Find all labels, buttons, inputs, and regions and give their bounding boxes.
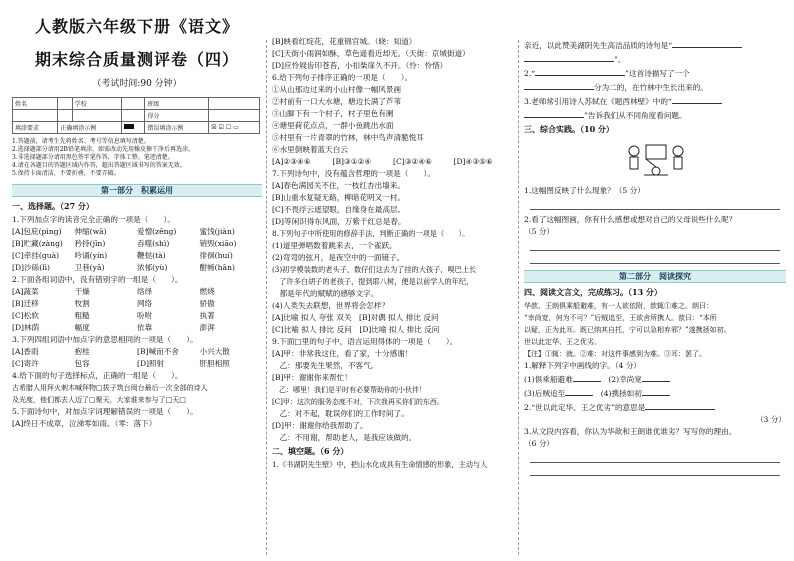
section-title: 三、综合实践。（10 分） bbox=[524, 124, 614, 134]
dialog-line: 乙：那要先生果然，不客气。 bbox=[272, 361, 379, 370]
option-row: [A]蔬菜 干燥 络绎 燃烧 bbox=[12, 287, 215, 296]
fill-blank-line: ”。 bbox=[524, 52, 786, 66]
question-score: （5 分） bbox=[524, 227, 555, 236]
option-b: [B]映看红绽花，花重锦官城。（晓：知道） bbox=[272, 37, 417, 46]
class-label: 班级 bbox=[145, 98, 209, 110]
dialog-line: 乙：哪里！我们是平时有必要帮助你的小伙伴！ bbox=[272, 386, 426, 394]
dialog-line: [B]甲：谢谢你来帮忙！ bbox=[272, 373, 352, 382]
column-middle bbox=[272, 0, 514, 561]
exam-rules: 1.答题前，请考生先将姓名、考号等信息填写清楚。 2.选择题部分请用2B铅笔填涂，如需改动先用橡皮擦干净后再选涂。 3.非选择题部分请用黑色签字笔作答，字体工整、笔迹清楚。 4.请在各题目的答题区域内作答，超出答题区域书写的答案无效。 5.保持卡面清洁，不要折叠，不要弄破。 bbox=[12, 138, 194, 177]
question-stem: 7.下列诗句中，没有蕴含哲理的一项是（ ）。 bbox=[272, 169, 435, 178]
correct-example-mark bbox=[122, 122, 145, 134]
dialog-line: [D]甲：谢谢你给我帮助了。 bbox=[272, 421, 368, 430]
wrong-example-label: 错误填涂示例 bbox=[145, 122, 209, 134]
sentence-item: (1)道里弹唱数着跳来去，一个雀跃。 bbox=[272, 241, 397, 250]
fill-req-label: 填涂要求 bbox=[13, 122, 58, 134]
option-row: [C]松软 粗糙 吩咐 执著 bbox=[12, 311, 215, 320]
correct-example-label: 正确填涂示例 bbox=[58, 122, 122, 134]
question-stem: 1.下列加点字的读音完全正确的一项是（ ）。 bbox=[12, 215, 175, 224]
column-divider bbox=[518, 40, 519, 555]
answer-line[interactable] bbox=[530, 197, 780, 210]
question-stem: 4.给下面的句子选择标点，正确的一组是（ ）。 bbox=[12, 371, 183, 380]
option-d: [D]等闲识得东风面，万紫千红总是春。 bbox=[272, 217, 406, 226]
answer-line[interactable] bbox=[530, 463, 780, 476]
question-score: （3 分） bbox=[755, 415, 786, 424]
question-score: （6 分） bbox=[524, 439, 555, 448]
sentence-item: 都是年代的赋赋的感够文字。 bbox=[272, 289, 379, 298]
sentence-item: (4)人类失去联想，世界将会怎样？ bbox=[272, 301, 390, 310]
school-field[interactable] bbox=[122, 98, 145, 110]
exam-subtitle: 期末综合质量测评卷（四） bbox=[34, 50, 239, 69]
section-title: 四、阅读文言文，完成练习。（13 分） bbox=[524, 287, 662, 297]
option-row: [A]②③④⑥ [B]③①②④ [C]③②④⑥ [D]④③⑤⑥ bbox=[272, 157, 493, 166]
option-row: [B]迁移 牧割 网络 骄傲 bbox=[12, 299, 215, 308]
dialog-line: [A]甲：非常我这住，看了家，十分感谢！ bbox=[272, 349, 413, 358]
option-b: [B]山重水复疑无路，柳暗花明又一村。 bbox=[272, 193, 406, 202]
sentence-item: ②村前有一口大水塘，塘边长满了芦苇 bbox=[272, 97, 402, 106]
classical-text: 世以此定华、王之优劣。 bbox=[524, 338, 601, 346]
exam-title: 人教版六年级下册《语文》 bbox=[34, 17, 239, 36]
class-field[interactable] bbox=[209, 98, 260, 110]
answer-blank[interactable] bbox=[645, 400, 715, 410]
wrong-example-marks: ☒ ☑ ☐ ▭ bbox=[209, 122, 260, 134]
sentence-item: ⑥水里倒映着蓝天白云 bbox=[272, 145, 348, 154]
fill-blank-line: ”告诉我们从不同角度看问题。 bbox=[524, 108, 786, 122]
option-row: [C]寄许 包容 [D]照射 肝胆相照 bbox=[12, 359, 230, 368]
part1-banner: 第一部分 积累运用 bbox=[12, 184, 262, 197]
question-passage: 及光度，他们都去人迈了□聚天，大家谁来参与了□天□ bbox=[12, 396, 186, 404]
sentence-item: (2)弯弯的弦月，是夜空中的一面镜子。 bbox=[272, 253, 405, 262]
option-row: [B]贮藏(zàng) 矜持(jīn) 吞噬(shì) 销毁(xiāo) bbox=[12, 239, 237, 248]
option-row: [A]比喻 拟人 夸张 双关 [B]对偶 拟人 排比 反问 bbox=[272, 313, 439, 322]
option-d: [D]应怜屐齿印苍苔，小扣柴扉久不开。（怜：怜惜） bbox=[272, 61, 448, 70]
question-stem: 2.下面各组词语中，没有错别字的一组是（ ）。 bbox=[12, 275, 183, 284]
name-field[interactable] bbox=[58, 98, 73, 110]
question-stem: 8.下列句子中所使用的修辞手法，判断正确的一项是（ ）。 bbox=[272, 229, 470, 238]
column-left bbox=[12, 0, 262, 561]
sub-item-row: (1)俱乘船避难 (2)幸尚宽 bbox=[524, 372, 786, 386]
sentence-item: ⑤村里有一片青翠的竹林，林中鸟声清脆悦耳 bbox=[272, 133, 424, 142]
sentence-item: 了许多白胡子的老孩子，提到耶八树，便是以前学人的年纪， bbox=[272, 277, 474, 286]
text-note: 【注】①辄：就。②难：对这件事感到为难。③耳：罢了。 bbox=[524, 350, 706, 358]
answer-line[interactable] bbox=[530, 450, 780, 463]
option-a: [A]终日不成章，泣涕零如雨。（零：落下） bbox=[12, 419, 157, 428]
fill-blank-line: 亲近，以此赞美湖阴先生高洁品质的诗句是“ bbox=[524, 38, 786, 52]
dialog-line: 乙：对不起，耽误你们的工作时间了。 bbox=[272, 409, 409, 418]
question-stem: 3.下列四组词语中加点字的意思相同的一项是（ ）。 bbox=[12, 335, 198, 344]
column-divider bbox=[266, 40, 267, 555]
question-stem: 1.《书湖阴先生壁》中，把山水化成具有生命情感的形象，主动与人 bbox=[272, 460, 488, 469]
score-label: 得分 bbox=[145, 110, 209, 122]
answer-blank[interactable] bbox=[535, 66, 625, 76]
fill-blank-line: 分为二的，在竹林中生长出来的。 bbox=[524, 80, 786, 94]
classical-text: 以疑，正为此耳。既已纳其自托，宁可以急相弃邪？”遂携拯如初。 bbox=[524, 326, 731, 334]
fill-blank-line: 2.“ ”这首诗描写了一个 bbox=[524, 66, 786, 80]
question-stem: 2.“世以此定华、王之优劣”的意思是 bbox=[524, 400, 786, 414]
sentence-item: (3)初学模装数的老头子，数仔们这去为了挂的大孩子，嗅巴上长 bbox=[272, 265, 477, 274]
answer-blank[interactable] bbox=[524, 108, 584, 118]
question-stem: 5.下面诗句中，对加点字词理解错误的一项是（ ）。 bbox=[12, 407, 198, 416]
sub-item-row: (3)后贼追至 (4)携拯如初 bbox=[524, 386, 786, 400]
question-stem: 6.给下列句子排序正确的一项是（ ）。 bbox=[272, 73, 413, 82]
answer-line[interactable] bbox=[530, 238, 780, 251]
answer-blank[interactable] bbox=[524, 52, 614, 62]
option-a: [A]春色满园关不住，一枝红杏出墙来。 bbox=[272, 181, 405, 190]
dialog-line: 乙：不用谢，帮助老人，是我应该做的。 bbox=[272, 433, 417, 442]
section-title: 二、填空题。（6 分） bbox=[272, 446, 349, 456]
sentence-item: ④塘里荷花点点，一群小鱼跳出水面 bbox=[272, 121, 394, 130]
part2-banner: 第二部分 阅读探究 bbox=[524, 270, 786, 283]
section-title: 一、选择题。（27 分） bbox=[12, 201, 94, 211]
question-passage: 古希腊人用拜火刺木喊拜物□拔子筑台阅台最后一次全部的诗人 bbox=[12, 384, 208, 392]
sentence-item: ①从山那边过来的小山村像一幅风景画 bbox=[272, 85, 402, 94]
question-stem: 9.下面□里的句子中，语言运用得体的一项是（ ）。 bbox=[272, 337, 458, 346]
exam-time: （考试时间:90 分钟） bbox=[92, 79, 182, 89]
score-field[interactable] bbox=[209, 110, 260, 122]
column-right bbox=[524, 0, 786, 561]
answer-blank[interactable] bbox=[672, 94, 722, 104]
student-info-table bbox=[12, 97, 260, 134]
classical-text: “幸尚宽，何为不可？”后贼追至，王欲舍所携人。歆曰：“本所 bbox=[524, 314, 717, 322]
answer-line[interactable] bbox=[530, 251, 780, 264]
option-row: [C]牵挂(guà) 吟诵(yín) 鞭挞(tà) 徘徊(huí) bbox=[12, 251, 233, 260]
fill-blank-line: 3.老师常引用诗人苏轼在《题西林壁》中的“ bbox=[524, 94, 786, 108]
cartoon-illustration bbox=[624, 141, 688, 179]
dialog-line: [C]甲：这次的服务态度不对，下次我再买你们的东西。 bbox=[272, 398, 444, 406]
option-c: [C]不畏浮云遮望眼，自缘身在最高层。 bbox=[272, 205, 406, 214]
classical-text: 华歆、王朗俱乘船避难，有一人欲依附，歆辄①难之。朗曰： bbox=[524, 302, 713, 310]
question-stem: 2.看了这幅图画，你有什么感想或想对自己的父母说些什么呢？ bbox=[524, 215, 737, 224]
question-stem: 1.解释下列字中画线的字。（4 分） bbox=[524, 361, 642, 370]
option-c: [C]天街小雨润如酥，草色遥看近却无。（天街：京城街道） bbox=[272, 49, 470, 58]
option-row: [D]沙砾(lì) 卫巷(yǎ) 浓郁(yù) 酣畅(hān) bbox=[12, 263, 235, 272]
option-row: [A]包庇(pìng) 伸缩(wā) 爱憎(zēng) 蜜饯(jiàn) bbox=[12, 227, 235, 236]
option-row: [C]比喻 拟人 排比 反问 [D]比喻 拟人 排比 反问 bbox=[272, 325, 440, 334]
name-label: 姓名 bbox=[13, 98, 58, 110]
sentence-item: ③山脚下有一个村子，村子里色有阑 bbox=[272, 109, 394, 118]
option-row: [A]香雨 抱桂 [B]喊而不舍 小兴大散 bbox=[12, 347, 230, 356]
question-stem: 3.从文段内容看，你认为华歆和王朗谁优谁劣？写写你的理由。 bbox=[524, 427, 737, 436]
answer-blank[interactable] bbox=[524, 80, 594, 90]
school-label: 学校 bbox=[72, 98, 121, 110]
option-row: [D]林荫 幅度 依靠 澎湃 bbox=[12, 323, 215, 332]
question-stem: 1.这幅图反映了什么现象？（5 分） bbox=[524, 186, 645, 195]
